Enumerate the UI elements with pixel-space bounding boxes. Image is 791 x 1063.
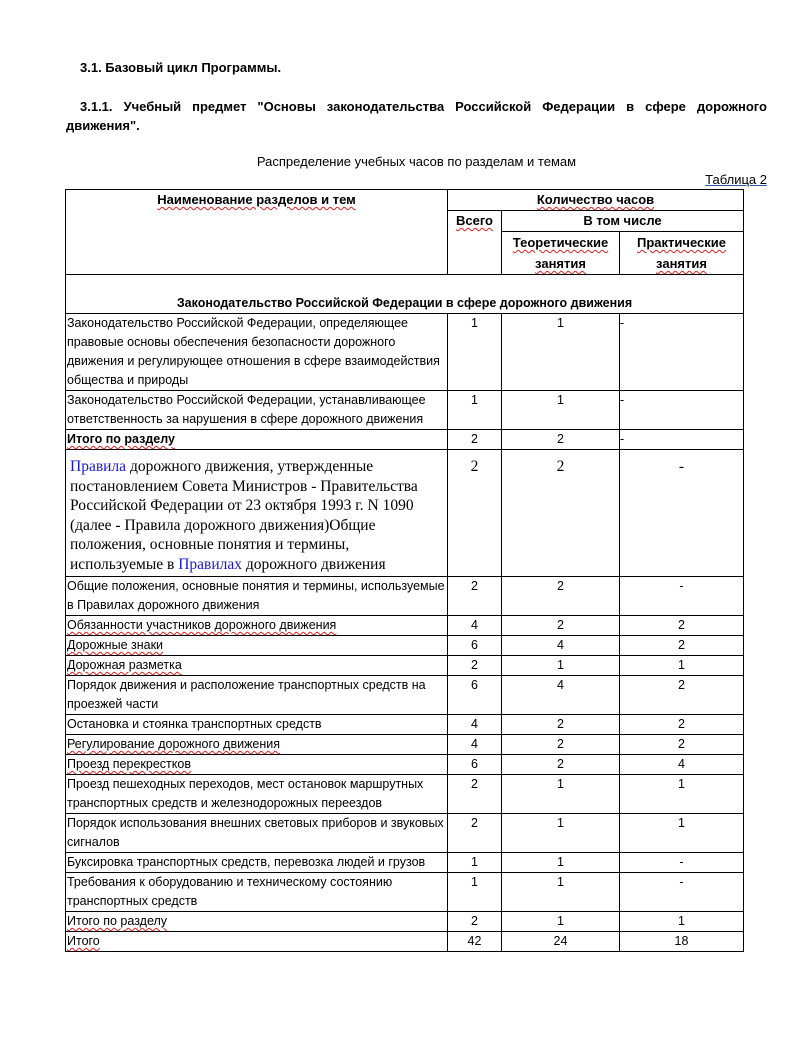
row-name: Требования к оборудованию и техническому состоянию транспортных средств: [66, 873, 448, 912]
table-row: [66, 873, 744, 912]
row-total: 2: [448, 450, 502, 577]
section-subtotal-row: [66, 430, 744, 450]
row-total: 1: [448, 314, 502, 391]
row-name: Обязанности участников дорожного движения: [66, 616, 448, 636]
row-total: 1: [448, 853, 502, 873]
row-total: 2: [448, 656, 502, 676]
row-practice: 1: [620, 912, 744, 932]
row-total: 1: [448, 873, 502, 912]
row-total: 4: [448, 616, 502, 636]
hours-distribution-table: [65, 189, 744, 952]
row-theory: 1: [502, 656, 620, 676]
row-theory: 2: [502, 715, 620, 735]
row-name: Проезд пешеходных переходов, мест остановок маршрутных транспортных средств и железнодорожных переездов: [66, 775, 448, 814]
row-practice: 1: [620, 775, 744, 814]
header-name: Наименование разделов и тем: [66, 190, 448, 275]
section-1-title: Законодательство Российской Федерации в сфере дорожного движения: [66, 275, 744, 314]
table-row: [66, 755, 744, 775]
table-row: [66, 715, 744, 735]
row-theory: 1: [502, 814, 620, 853]
row-total: 4: [448, 715, 502, 735]
row-practice: -: [620, 430, 744, 450]
table-row: [66, 656, 744, 676]
row-theory: 1: [502, 912, 620, 932]
row-total: 2: [448, 430, 502, 450]
rules-link[interactable]: Правила: [70, 458, 127, 475]
header-hours: Количество часов: [448, 190, 744, 211]
row-practice: 18: [620, 932, 744, 952]
row-name: Порядок использования внешних световых приборов и звуковых сигналов: [66, 814, 448, 853]
row-name: Общие положения, основные понятия и термины, используемые в Правилах дорожного движения: [66, 577, 448, 616]
table-row: [66, 314, 744, 391]
row-practice: -: [620, 450, 744, 577]
row-total: 2: [448, 912, 502, 932]
table-row: [66, 853, 744, 873]
table-row: [66, 775, 744, 814]
row-practice: -: [620, 314, 744, 391]
row-practice: 1: [620, 656, 744, 676]
row-practice: 1: [620, 814, 744, 853]
row-total: 1: [448, 391, 502, 430]
row-theory: 2: [502, 616, 620, 636]
grand-total-row: [66, 932, 744, 952]
row-practice: 2: [620, 676, 744, 715]
row-practice: 2: [620, 636, 744, 656]
row-name: Проезд перекрестков: [66, 755, 448, 775]
section-subtotal-row: [66, 912, 744, 932]
row-name: Итого: [66, 932, 448, 952]
row-theory: 24: [502, 932, 620, 952]
rules-link-2[interactable]: Правилах: [178, 555, 243, 573]
section-2-header-row: [66, 450, 744, 577]
row-total: 6: [448, 676, 502, 715]
row-total: 2: [448, 577, 502, 616]
row-theory: 2: [502, 450, 620, 577]
table-row: [66, 735, 744, 755]
row-total: 2: [448, 775, 502, 814]
table-row: [66, 636, 744, 656]
row-practice: 2: [620, 715, 744, 735]
header-practice: Практические занятия: [620, 232, 744, 275]
header-theory: Теоретические занятия: [502, 232, 620, 275]
row-theory: 1: [502, 775, 620, 814]
row-theory: 2: [502, 430, 620, 450]
section-2-title: Правила дорожного движения, утвержденные постановлением Совета Министров - Правительства Российской Федерации от 23 октября 1993 г. N 1090 (далее - Правила дорожного движения)Общие положения, основные понятия и термины, используемые в Правилах дорожного движения: [66, 450, 448, 577]
row-total: 6: [448, 755, 502, 775]
table-number: Таблица 2: [705, 172, 767, 187]
row-theory: 1: [502, 391, 620, 430]
row-name: Порядок движения и расположение транспортных средств на проезжей части: [66, 676, 448, 715]
table-row: [66, 391, 744, 430]
row-name: Регулирование дорожного движения: [66, 735, 448, 755]
row-name: Дорожные знаки: [66, 636, 448, 656]
table-row: [66, 676, 744, 715]
section-heading: 3.1. Базовый цикл Программы.: [80, 60, 282, 75]
table-row: [66, 577, 744, 616]
row-practice: -: [620, 853, 744, 873]
row-theory: 1: [502, 314, 620, 391]
row-total: 2: [448, 814, 502, 853]
row-name: Законодательство Российской Федерации, устанавливающее ответственность за нарушения в сфере дорожного движения: [66, 391, 448, 430]
table-caption: Распределение учебных часов по разделам и темам: [256, 154, 577, 169]
header-including: В том числе: [502, 211, 744, 232]
row-practice: 2: [620, 616, 744, 636]
row-total: 6: [448, 636, 502, 656]
row-theory: 4: [502, 636, 620, 656]
row-practice: -: [620, 577, 744, 616]
row-practice: -: [620, 391, 744, 430]
row-name: Итого по разделу: [66, 912, 448, 932]
row-practice: 2: [620, 735, 744, 755]
row-theory: 2: [502, 755, 620, 775]
row-total: 42: [448, 932, 502, 952]
row-theory: 2: [502, 735, 620, 755]
row-theory: 4: [502, 676, 620, 715]
row-name: Итого по разделу: [66, 430, 448, 450]
table-row: [66, 814, 744, 853]
table-row: [66, 616, 744, 636]
row-practice: 4: [620, 755, 744, 775]
row-theory: 2: [502, 577, 620, 616]
subject-heading: 3.1.1. Учебный предмет "Основы законодательства Российской Федерации в сфере дорожного движения".: [66, 99, 767, 133]
row-name: Остановка и стоянка транспортных средств: [66, 715, 448, 735]
row-name: Дорожная разметка: [66, 656, 448, 676]
row-name: Буксировка транспортных средств, перевозка людей и грузов: [66, 853, 448, 873]
row-name: Законодательство Российской Федерации, определяющее правовые основы обеспечения безопасности дорожного движения и регулирующее отношения в сфере взаимодействия общества и природы: [66, 314, 448, 391]
header-total: Всего: [448, 211, 502, 275]
row-theory: 1: [502, 873, 620, 912]
row-total: 4: [448, 735, 502, 755]
row-theory: 1: [502, 853, 620, 873]
row-practice: -: [620, 873, 744, 912]
